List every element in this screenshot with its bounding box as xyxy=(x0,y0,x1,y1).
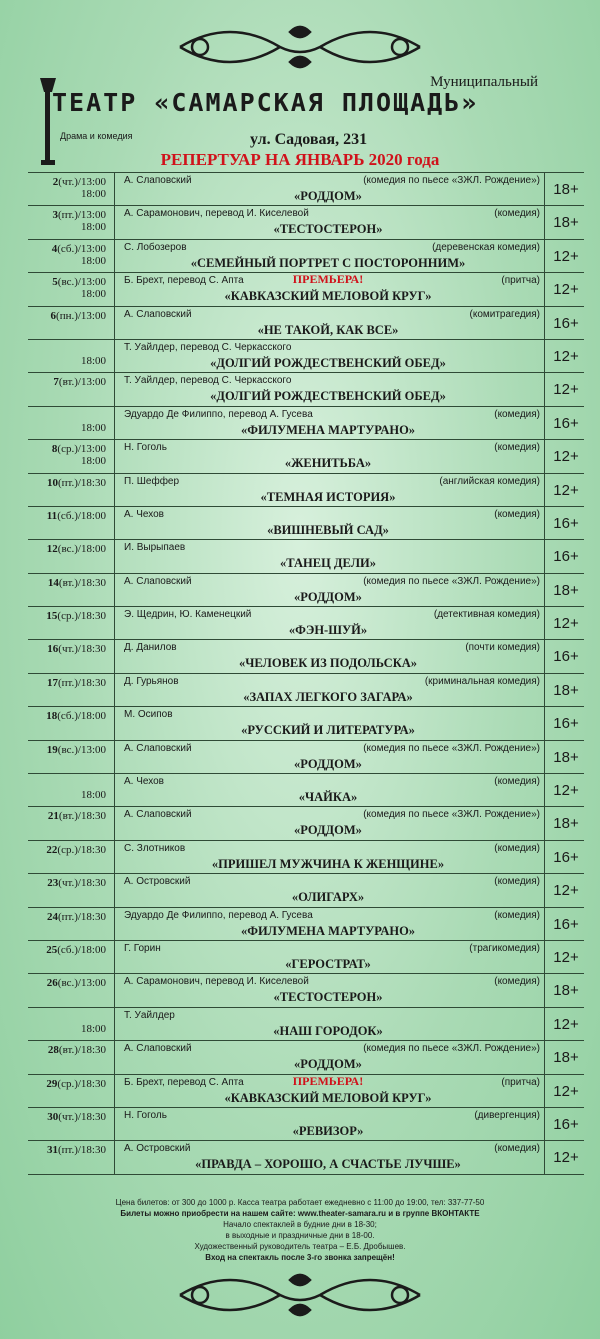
row-author: А. Слаповский xyxy=(124,742,192,754)
theatre-genre: Драма и комедия xyxy=(60,131,133,141)
row-author: Г. Горин xyxy=(124,942,161,954)
row-play-title: «РУССКИЙ И ЛИТЕРАТУРА» xyxy=(241,723,415,738)
row-author: Т. Уайлдер xyxy=(124,1009,175,1021)
row-datetime: 11(сб.)/18:00 xyxy=(46,509,106,522)
row-age-rating: 16+ xyxy=(553,715,579,733)
row-author: И. Вырыпаев xyxy=(124,542,186,554)
row-datetime: 7(вт.)/13:00 xyxy=(53,376,106,389)
row-play-title: «ГЕРОСТРАТ» xyxy=(285,956,371,971)
row-play-title: «ОЛИГАРХ» xyxy=(291,890,365,905)
row-genre: (деревенская комедия) xyxy=(432,241,540,253)
row-datetime: 25(сб.)/18:00 xyxy=(46,943,106,956)
row-age-rating: 16+ xyxy=(553,314,579,332)
row-age-rating: 12+ xyxy=(553,1015,579,1033)
row-play-title: «РОДДОМ» xyxy=(294,189,362,203)
row-genre: (комедия) xyxy=(494,442,540,454)
row-genre: (комедия) xyxy=(494,208,540,220)
row-datetime: 28(вт.)/18:30 xyxy=(47,1044,106,1057)
row-play-title: «КАВКАЗСКИЙ МЕЛОВОЙ КРУГ» xyxy=(224,289,432,304)
row-play-title: «ЗАПАХ ЛЕГКОГО ЗАГАРА» xyxy=(243,689,413,704)
row-genre: (почти комедия) xyxy=(465,642,540,654)
municipal-label: Муниципальный xyxy=(430,74,538,90)
row-author: С. Лобозеров xyxy=(124,241,187,253)
row-genre: (комедия) xyxy=(494,508,540,520)
table-row xyxy=(28,307,584,340)
row-datetime: 14(вт.)/18:30 xyxy=(47,576,106,589)
row-play-title: «ВИШНЕВЫЙ САД» xyxy=(267,522,389,537)
table-row xyxy=(28,507,584,540)
row-datetime: 22(ср.)/18:30 xyxy=(46,843,106,856)
row-age-rating: 16+ xyxy=(553,915,579,933)
row-play-title: «РОДДОМ» xyxy=(294,823,362,838)
row-datetime: 18:00 xyxy=(80,354,106,367)
row-author: А. Островский xyxy=(124,876,191,888)
row-datetime: 15(ср.)/18:30 xyxy=(46,610,106,623)
row-datetime: 18(сб.)/18:00 xyxy=(46,710,106,723)
row-genre: (комедия по пьесе «ЗЖЛ. Рождение») xyxy=(363,809,540,821)
row-datetime: 29(ср.)/18:30 xyxy=(46,1077,106,1090)
row-age-rating: 16+ xyxy=(553,548,579,566)
table-row xyxy=(28,908,584,941)
row-genre: (комедия) xyxy=(494,842,540,854)
table-row xyxy=(28,1075,584,1108)
row-datetime: 6(пн.)/13:00 xyxy=(50,309,106,322)
row-age-rating: 12+ xyxy=(553,448,579,466)
row-genre: (комедия) xyxy=(494,876,540,888)
row-age-rating: 12+ xyxy=(553,1149,579,1167)
table-row xyxy=(28,240,584,273)
table-row xyxy=(28,741,584,774)
row-author: Эдуардо Де Филиппо, перевод А. Гусева xyxy=(124,909,313,921)
footer-tickets: Билеты можно приобрести на нашем сайте: www.theater-samara.ru и в группе ВКОНТАКТЕ xyxy=(120,1209,480,1218)
row-play-title: «ФИЛУМЕНА МАРТУРАНО» xyxy=(240,923,416,938)
bottom-ornament xyxy=(0,1270,600,1320)
table-row xyxy=(28,974,584,1007)
row-genre: (английская комедия) xyxy=(439,475,540,487)
row-datetime: 4(сб.)/13:00 18:00 xyxy=(51,242,106,267)
table-row xyxy=(28,206,584,239)
row-genre: (комедия по пьесе «ЗЖЛ. Рождение») xyxy=(363,175,540,186)
row-author: Т. Уайлдер, перевод С. Черкасского xyxy=(124,375,292,387)
row-datetime: 2(чт.)/13:00 18:00 xyxy=(52,176,106,200)
table-row xyxy=(28,1108,584,1141)
footer-weekend-start: в выходные и праздничные дни в 18-00. xyxy=(225,1231,375,1240)
row-author: Б. Брехт, перевод С. Апта xyxy=(124,1076,244,1088)
row-genre: (комитрагедия) xyxy=(469,308,540,320)
repertoire-title: РЕПЕРТУАР НА ЯНВАРЬ 2020 года xyxy=(160,150,440,169)
row-author: Д. Гурьянов xyxy=(124,675,179,687)
row-age-rating: 12+ xyxy=(553,782,579,800)
table-row xyxy=(28,640,584,673)
table-row xyxy=(28,874,584,907)
row-age-rating: 16+ xyxy=(553,1115,579,1133)
row-author: А. Сарамонович, перевод И. Киселевой xyxy=(124,976,309,988)
row-age-rating: 18+ xyxy=(553,581,579,599)
row-author: А. Чехов xyxy=(124,776,164,788)
row-play-title: «ЧАЙКА» xyxy=(298,790,358,805)
table-row xyxy=(28,707,584,740)
row-author: Э. Щедрин, Ю. Каменецкий xyxy=(124,609,252,621)
row-datetime: 3(пт.)/13:00 18:00 xyxy=(52,209,106,234)
row-age-rating: 18+ xyxy=(553,214,579,232)
row-datetime: 16(чт.)/18:30 xyxy=(47,643,106,656)
row-play-title: «ТЕМНАЯ ИСТОРИЯ» xyxy=(260,489,396,504)
row-author: Т. Уайлдер, перевод С. Черкасского xyxy=(124,341,292,353)
footer-prices: Цена билетов: от 300 до 1000 р. Касса театра работает ежедневно с 11:00 до 19:00, тел: 337-77-50 xyxy=(115,1198,485,1207)
theatre-address: ул. Садовая, 231 xyxy=(250,131,368,148)
row-age-rating: 18+ xyxy=(553,748,579,766)
row-play-title: «РЕВИЗОР» xyxy=(292,1123,364,1138)
row-play-title: «РОДДОМ» xyxy=(294,589,362,604)
row-author: М. Осипов xyxy=(124,709,173,721)
table-row xyxy=(28,1041,584,1074)
row-author: Н. Гоголь xyxy=(124,442,167,454)
row-play-title: «ФИЛУМЕНА МАРТУРАНО» xyxy=(240,422,416,437)
premiere-badge: ПРЕМЬЕРА! xyxy=(292,1073,364,1088)
row-genre: (комедия по пьесе «ЗЖЛ. Рождение») xyxy=(363,1043,540,1055)
row-play-title: «РОДДОМ» xyxy=(294,1057,362,1072)
row-age-rating: 16+ xyxy=(553,648,579,666)
row-play-title: «СЕМЕЙНЫЙ ПОРТРЕТ С ПОСТОРОННИМ» xyxy=(190,255,466,270)
row-age-rating: 18+ xyxy=(553,181,579,198)
row-play-title: «ДОЛГИЙ РОЖДЕСТВЕНСКИЙ ОБЕД» xyxy=(210,389,446,404)
row-genre: (комедия) xyxy=(494,909,540,921)
row-author: А. Слаповский xyxy=(124,809,192,821)
row-datetime: 17(пт.)/18:30 xyxy=(46,676,106,689)
row-genre: (комедия) xyxy=(494,976,540,988)
row-age-rating: 18+ xyxy=(553,681,579,699)
row-genre: (притча) xyxy=(501,1076,540,1088)
row-author: А. Островский xyxy=(124,1143,191,1155)
row-age-rating: 12+ xyxy=(553,347,579,365)
row-genre: (комедия) xyxy=(494,776,540,788)
row-datetime: 30(чт.)/18:30 xyxy=(47,1110,106,1123)
row-age-rating: 16+ xyxy=(553,514,579,532)
footer-info xyxy=(0,1197,600,1263)
theatre-name: ТЕАТР «САМАРСКАЯ ПЛОЩАДЬ» xyxy=(52,88,479,117)
row-author: Б. Брехт, перевод С. Апта xyxy=(124,275,244,287)
row-datetime: 26(вс.)/13:00 xyxy=(46,977,106,990)
row-age-rating: 16+ xyxy=(553,414,579,432)
row-author: А. Слаповский xyxy=(124,575,192,587)
row-genre: (трагикомедия) xyxy=(469,942,540,954)
repertoire-table xyxy=(28,172,584,1175)
row-datetime: 21(вт.)/18:30 xyxy=(47,810,106,823)
row-play-title: «КАВКАЗСКИЙ МЕЛОВОЙ КРУГ» xyxy=(224,1090,432,1105)
table-row xyxy=(28,540,584,573)
row-datetime: 19(вс.)/13:00 xyxy=(46,743,106,756)
row-play-title: «ДОЛГИЙ РОЖДЕСТВЕНСКИЙ ОБЕД» xyxy=(210,355,446,370)
table-row xyxy=(28,340,584,373)
row-genre: (притча) xyxy=(501,275,540,287)
row-age-rating: 12+ xyxy=(553,481,579,499)
row-author: А. Слаповский xyxy=(124,175,192,186)
row-author: Д. Данилов xyxy=(124,642,177,654)
row-datetime: 18:00 xyxy=(80,421,106,434)
row-age-rating: 18+ xyxy=(553,815,579,833)
row-play-title: «ТАНЕЦ ДЕЛИ» xyxy=(280,556,376,571)
table-row xyxy=(28,1141,584,1174)
row-age-rating: 12+ xyxy=(553,381,579,399)
row-genre: (дивергенция) xyxy=(474,1109,540,1121)
row-datetime: 18:00 xyxy=(80,789,106,802)
row-genre: (криминальная комедия) xyxy=(424,675,540,687)
footer-warning: Вход на спектакль после 3-го звонка запрещён! xyxy=(205,1253,395,1262)
row-datetime: 23(чт.)/18:30 xyxy=(47,877,106,890)
row-age-rating: 18+ xyxy=(553,982,579,1000)
row-datetime: 12(вс.)/18:00 xyxy=(46,543,106,556)
row-play-title: «НАШ ГОРОДОК» xyxy=(273,1023,383,1038)
row-author: Н. Гоголь xyxy=(124,1109,167,1121)
row-author: А. Слаповский xyxy=(124,1043,192,1055)
row-author: А. Сарамонович, перевод И. Киселевой xyxy=(124,208,309,220)
row-age-rating: 12+ xyxy=(553,281,579,299)
row-genre: (комедия по пьесе «ЗЖЛ. Рождение») xyxy=(363,742,540,754)
row-age-rating: 12+ xyxy=(553,882,579,900)
footer-weekday-start: Начало спектаклей в будние дни в 18-30; xyxy=(223,1220,377,1229)
row-play-title: «ТЕСТОСТЕРОН» xyxy=(273,990,383,1005)
table-row xyxy=(28,1008,584,1041)
table-row xyxy=(28,807,584,840)
table-row xyxy=(28,941,584,974)
row-play-title: «ПРАВДА – ХОРОШО, А СЧАСТЬЕ ЛУЧШЕ» xyxy=(195,1157,461,1172)
row-play-title: «ЧЕЛОВЕК ИЗ ПОДОЛЬСКА» xyxy=(238,656,418,671)
row-play-title: «РОДДОМ» xyxy=(294,756,362,771)
row-author: Эдуардо Де Филиппо, перевод А. Гусева xyxy=(124,408,313,420)
row-age-rating: 16+ xyxy=(553,848,579,866)
row-datetime: 18:00 xyxy=(80,1022,106,1035)
row-play-title: «ЖЕНИТЬБА» xyxy=(284,456,372,471)
row-datetime: 31(пт.)/18:30 xyxy=(46,1144,106,1157)
premiere-badge: ПРЕМЬЕРА! xyxy=(292,272,364,287)
table-row xyxy=(28,774,584,807)
table-row xyxy=(28,440,584,473)
row-datetime: 5(вс.)/13:00 18:00 xyxy=(52,276,106,301)
table-row xyxy=(28,574,584,607)
table-row xyxy=(28,373,584,406)
row-age-rating: 12+ xyxy=(553,247,579,265)
row-datetime: 10(пт.)/18:30 xyxy=(46,476,106,489)
row-play-title: «ТЕСТОСТЕРОН» xyxy=(273,222,383,237)
top-ornament xyxy=(0,22,600,72)
table-row xyxy=(28,273,584,306)
row-age-rating: 18+ xyxy=(553,1049,579,1067)
row-play-title: «ФЭН-ШУЙ» xyxy=(288,623,368,638)
footer-director: Художественный руководитель театра – Е.Б. Дробышев. xyxy=(194,1242,406,1251)
table-row xyxy=(28,474,584,507)
row-datetime: 24(пт.)/18:30 xyxy=(46,910,106,923)
row-play-title: «НЕ ТАКОЙ, КАК ВСЕ» xyxy=(257,322,399,337)
row-author: А. Слаповский xyxy=(124,308,192,320)
row-play-title: «ПРИШЕЛ МУЖЧИНА К ЖЕНЩИНЕ» xyxy=(211,856,445,871)
table-row xyxy=(28,674,584,707)
row-datetime: 8(ср.)/13:00 18:00 xyxy=(51,443,106,468)
row-age-rating: 12+ xyxy=(553,1082,579,1100)
table-row xyxy=(28,607,584,640)
row-genre: (комедия) xyxy=(494,1143,540,1155)
table-row xyxy=(28,173,584,206)
row-genre: (детективная комедия) xyxy=(433,609,540,621)
row-genre: (комедия по пьесе «ЗЖЛ. Рождение») xyxy=(363,575,540,587)
row-author: А. Чехов xyxy=(124,508,164,520)
row-author: С. Злотников xyxy=(124,842,186,854)
row-age-rating: 12+ xyxy=(553,615,579,633)
table-row xyxy=(28,841,584,874)
row-author: П. Шеффер xyxy=(124,475,180,487)
table-row xyxy=(28,407,584,440)
row-genre: (комедия) xyxy=(494,408,540,420)
row-age-rating: 12+ xyxy=(553,948,579,966)
